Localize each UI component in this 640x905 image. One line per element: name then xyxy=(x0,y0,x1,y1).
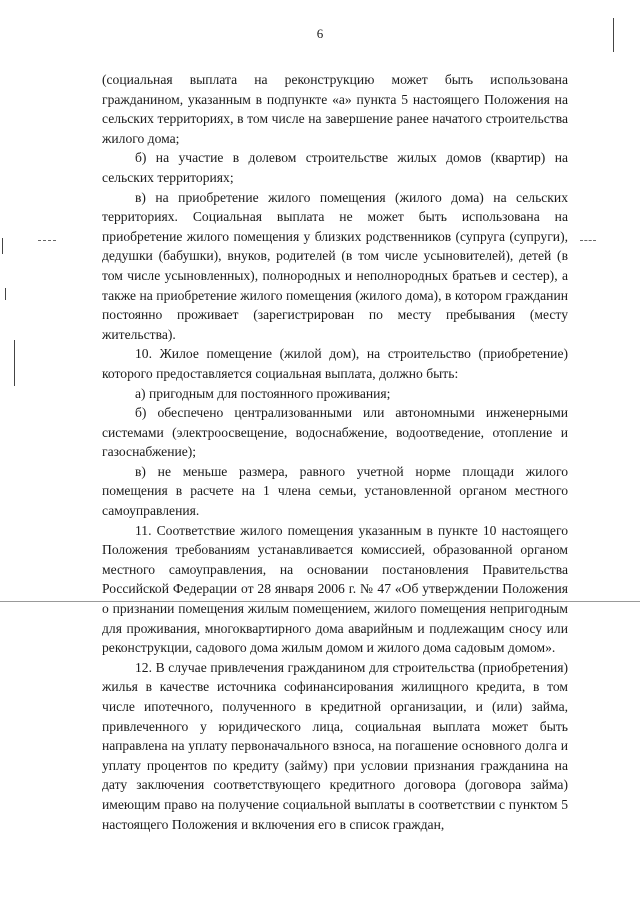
paragraph: в) не меньше размера, равного учетной норме площади жилого помещения в расчете на 1 члена семьи, установленной органом местного самоуправления. xyxy=(102,463,568,519)
paragraph: 12. В случае привлечения гражданином для строительства (приобретения) жилья в качестве источника софинансирования жилищного кредита, в том числе ипотечного, полученного в кредитной организации, и (или) займа, привлеченного у юридического лица, социальная выплата может быть направлена на уплату первоначального взноса, на погашение основного долга и уплату процентов по кредиту (займу) при условии признания гражданина на дату заключения соответствующего кредитного договора (договора займа) имеющим право на получение социальной выплаты в соответствии с пунктом 5 настоящего Положения и включения его в список граждан, xyxy=(102,659,568,832)
scan-dash-left xyxy=(38,240,56,241)
scan-mark-left-1 xyxy=(2,238,3,254)
scan-mark-left-2 xyxy=(5,288,6,300)
paragraph: 11. Соответствие жилого помещения указанным в пункте 10 настоящего Положения требованиям устанавливается комиссией, образованной органом местного самоуправления, на основании постановления Правительства Российской Федерации от 28 января 2006 г. № 47 «Об утверждении Положения о признании помещения жилым помещением, жилого помещения непригодным для проживания, многоквартирного дома аварийным и подлежащим сносу или реконструкции, садового дома жилым домом и жилого дома садовым домом». xyxy=(102,522,568,656)
document-body xyxy=(102,70,568,834)
paragraph: в) на приобретение жилого помещения (жилого дома) на сельских территориях. Социальная выплата не может быть использована на приобретение жилого помещения у близких родственников (супруга (супруги), дедушки (бабушки), внуков, родителей (в том числе усыновителей), детей (в том числе усыновленных), полнородных и неполнородных братьев и сестер), а также на приобретение жилого помещения (жилого дома), в котором гражданин постоянно проживает (зарегистрирован по месту пребывания (месту жительства). xyxy=(102,189,568,342)
paragraph: б) обеспечено централизованными или автономными инженерными системами (электроосвещение, водоснабжение, водоотведение, отопление и газоснабжение); xyxy=(102,405,568,460)
scan-mark-right-top xyxy=(613,18,614,52)
scan-mark-left-3 xyxy=(14,340,15,386)
paragraph: а) пригодным для постоянного проживания; xyxy=(135,385,391,401)
paragraph: б) на участие в долевом строительстве жилых домов (квартир) на сельских территориях; xyxy=(102,150,568,185)
paragraph: 10. Жилое помещение (жилой дом), на строительство (приобретение) которого предоставляется социальная выплата, должно быть: xyxy=(102,346,568,381)
page-number: 6 xyxy=(316,26,324,41)
scan-dash-right xyxy=(580,240,596,241)
paragraph: (социальная выплата на реконструкцию может быть использована гражданином, указанным в подпункте «а» пункта 5 настоящего Положения на сельских территориях, в том числе на завершение ранее начатого строительства жилого дома; xyxy=(102,72,568,146)
